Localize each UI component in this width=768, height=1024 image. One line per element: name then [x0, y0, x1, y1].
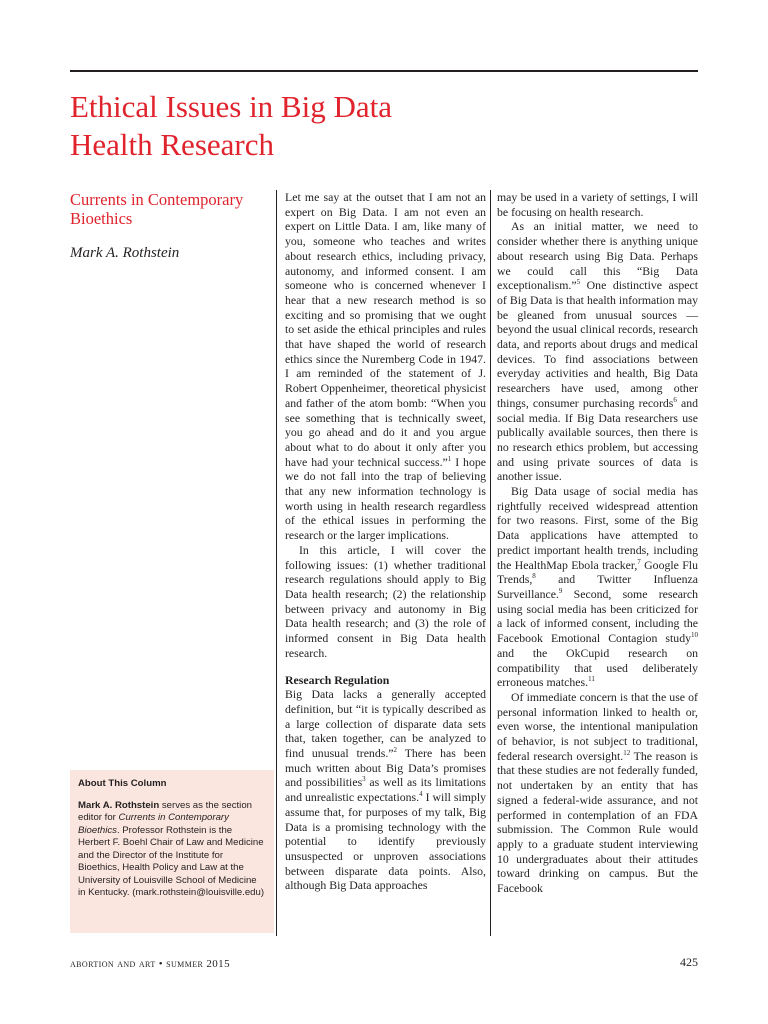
- paragraph-text: Big Data lacks a generally accepted definition, but “it is typically described as a large collection of disparate data sets that, taken together, can be analyzed to find unusual trends.”: [285, 687, 486, 761]
- paragraph: [497, 690, 698, 896]
- footnote-ref: 5: [576, 278, 581, 287]
- paragraph: [497, 484, 698, 690]
- footnote-ref: 4: [419, 790, 423, 799]
- paragraph: [285, 687, 486, 893]
- top-rule: [70, 70, 698, 72]
- footnote-ref: 7: [637, 557, 641, 566]
- paragraph-text: Google Flu Trends,: [497, 557, 698, 587]
- about-box-bio: [78, 800, 266, 900]
- about-box-column-title: Currents in Contemporary Bioethics: [78, 812, 229, 836]
- paragraph-text: as well as its limitations and unrealistic expectations.: [285, 775, 486, 805]
- about-this-column-box: [70, 770, 274, 933]
- footnote-ref: 3: [362, 775, 366, 784]
- about-box-heading: About This Column: [78, 778, 167, 789]
- about-box-author-name: Mark A. Rothstein: [78, 799, 160, 811]
- footnote-ref: 6: [673, 395, 677, 404]
- body-column-2: [497, 190, 698, 896]
- page-number: 425: [680, 955, 698, 969]
- article-title-line-2: Health Research: [70, 127, 274, 162]
- series-line-2: Bioethics: [70, 209, 133, 228]
- footnote-ref: 8: [532, 572, 536, 581]
- paragraph-text: The reason is that these studies are not federally funded, not undertaken by an entity that has signed a federal-wide assurance, and not performed in contemplation of an FDA submission. The Common Rule would apply to a graduate student interviewing 10 undergraduates about their attitudes toward drinking on campus. But the Facebook: [497, 748, 698, 896]
- paragraph-text: Second, some research using social media has been criticized for a lack of informed consent, including the Facebook Emotional Contagion study: [497, 586, 698, 646]
- footnote-ref: 12: [623, 748, 631, 757]
- running-footer-journal: abortion and art • summer 2015: [70, 958, 230, 970]
- about-box-text-b: . Professor Rothstein is the Herbert F. Boehl Chair of Law and Medicine and the Director of the Institute for Bioethics, Health Policy and Law at the University of Louisville School of Medicine in Kentucky. (mark.rothstein@louisville.edu): [78, 824, 265, 898]
- footnote-ref: 10: [691, 631, 698, 640]
- paragraph-text: As an initial matter, we need to consider whether there is anything unique about research using Big Data. Perhaps we could call this “Big Data exceptionalism.”: [497, 219, 698, 293]
- column-divider-left: [276, 190, 277, 936]
- column-divider-right: [490, 190, 491, 936]
- paragraph-text: Of immediate concern is that the use of personal information linked to health or, even worse, the intentional manipulation of behavior, is not subject to traditional, federal research oversight.: [497, 689, 698, 763]
- section-heading: Research Regulation: [285, 672, 390, 687]
- paragraph: may be used in a variety of settings, I will be focusing on health research.: [497, 190, 698, 219]
- footnote-ref: 9: [558, 587, 563, 596]
- paragraph-text: I will simply assume that, for purposes of my talk, Big Data is a promising technology with the potential to identify previously unsuspected or unproven associations between disparate data points. Also, although Big Data approaches: [285, 790, 487, 893]
- body-column-1: [285, 190, 486, 893]
- paragraph-text: One distinctive aspect of Big Data is that health information may be gleaned from unusual sources — beyond the usual clinical records, research data, and reports about drugs and medical devices. To find associations between everyday activities and health, Big Data researchers have used, among other things, consumer purchasing records: [497, 278, 698, 410]
- footnote-ref: 11: [588, 675, 595, 684]
- column-series-name: [70, 190, 275, 228]
- paragraph-text: and the OkCupid research on compatibility that used deliberately erroneous matches.: [497, 645, 698, 690]
- article-title: [70, 88, 690, 164]
- paragraph: In this article, I will cover the following issues: (1) whether traditional research regulations should apply to Big Data health research; (2) the relationship between privacy and autonomy in Big Data health research; and (3) the role of informed consent in Big Data health research.: [285, 542, 486, 660]
- article-title-line-1: Ethical Issues in Big Data: [70, 89, 392, 124]
- footnote-ref: 1: [447, 454, 452, 463]
- author-byline: Mark A. Rothstein: [70, 245, 180, 261]
- paragraph-text: and social media. If Big Data researchers use publically available sources, then there is no research ethics problem, but accessing and using private sources of data is another issue.: [497, 395, 699, 484]
- paragraph-text: There has been much written about Big Data’s promises and possibilities: [285, 746, 486, 790]
- paragraph-text: Let me say at the outset that I am not an expert on Big Data. I am not even an expert on Little Data. I am, like many of you, someone who teaches and writes about research ethics, including privacy, autonomy, and informed consent. I am someone who is concerned whenever I hear that a new research method is so exciting and so promising that we ought to set aside the ethical principles and rules that have shaped the world of research ethics since the Nuremberg Code in 1947. I am reminded of the statement of J. Robert Oppenheimer, theoretical physicist and father of the atom bomb: “When you see something that is technically sweet, you go ahead and do it and you argue about what to do about it only after you have had your technical success.”: [285, 190, 486, 469]
- paragraph-text: Big Data usage of social media has rightfully received widespread attention for two reasons. First, some of the Big Data applications have attempted to predict important health trends, including the HealthMap Ebola tracker,: [497, 484, 698, 572]
- series-line-1: Currents in Contemporary: [70, 190, 244, 209]
- paragraph: [285, 190, 486, 543]
- about-box-text-a: serves as the section editor for: [78, 799, 252, 823]
- paragraph: [497, 219, 698, 484]
- paragraph-text: I hope we do not fall into the trap of believing that any new information technology is worth using in health research regardless of the ethical issues in performing the research or the larger implications.: [285, 454, 486, 543]
- paragraph-text: and Twitter Influenza Surveillance.: [497, 572, 698, 601]
- footnote-ref: 2: [393, 746, 398, 755]
